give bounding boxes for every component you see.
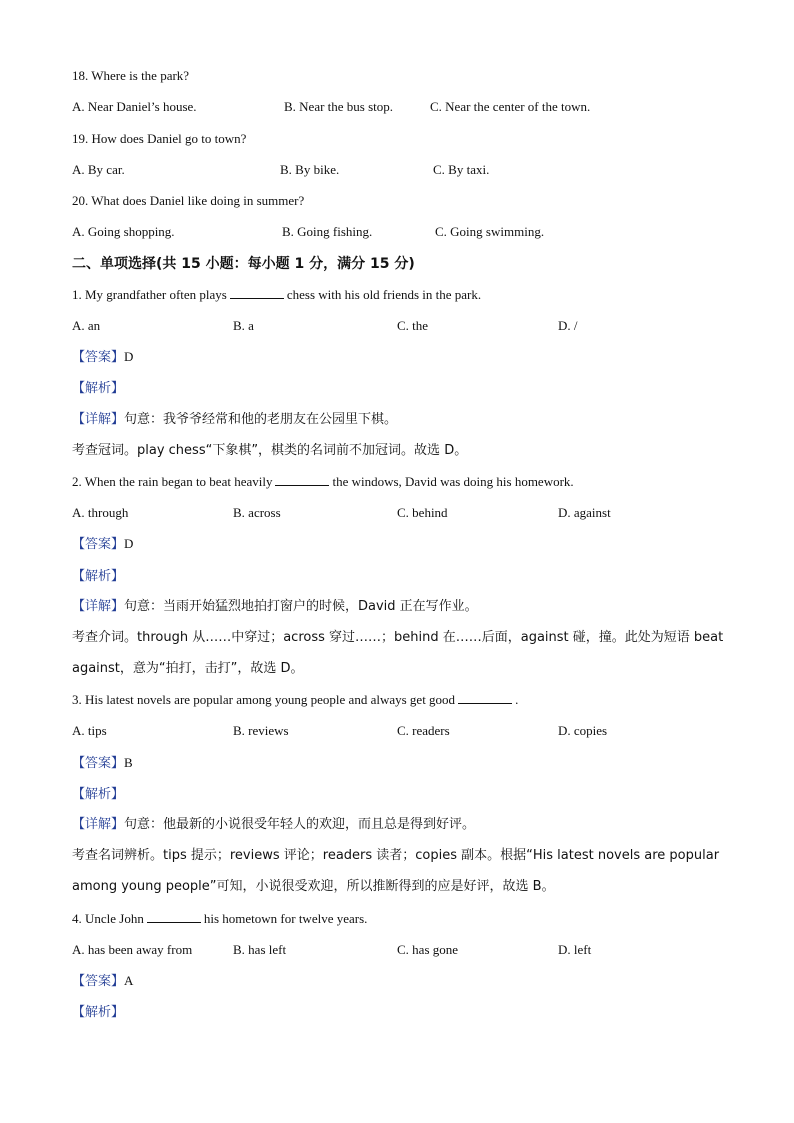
item-4-blank — [147, 910, 201, 923]
answer-label: 【答案】 — [72, 350, 125, 365]
item-3-answer-value: B — [124, 755, 133, 770]
detail-label: 【详解】 — [72, 817, 125, 832]
item-2-detail — [72, 598, 734, 616]
item-2-detail-text: 句意：当雨开始猛烈地拍打窗户的时候，David 正在写作业。 — [124, 599, 478, 614]
item-3-question — [72, 691, 734, 709]
item-1-question — [72, 286, 734, 304]
item-2-option-b: B. across — [233, 505, 281, 520]
item-2-answer — [72, 535, 734, 554]
question-19: 19. How does Daniel go to town? — [72, 131, 247, 146]
item-1-analysis — [72, 379, 734, 398]
item-3-analysis — [72, 785, 734, 804]
item-4-text-before: 4. Uncle John — [72, 911, 144, 926]
item-1-answer — [72, 348, 734, 367]
question-18: 18. Where is the park? — [72, 68, 190, 83]
analysis-label: 【解析】 — [72, 381, 125, 396]
item-1-explain: 考查冠词。play chess“下象棋”，棋类的名词前不加冠词。故选 D。 — [72, 443, 468, 458]
item-4-analysis — [72, 1003, 734, 1022]
item-1-text-before: 1. My grandfather often plays — [72, 287, 227, 302]
item-3-blank — [458, 691, 512, 704]
item-4-text-after: his hometown for twelve years. — [203, 911, 368, 926]
item-1-option-d: D. / — [558, 318, 578, 333]
q18-option-a: A. Near Daniel’s house. — [72, 99, 197, 114]
item-3-option-d: D. copies — [558, 723, 608, 738]
item-4-option-c: C. has gone — [397, 942, 459, 957]
section-title: 二、单项选择(共 15 小题：每小题 1 分，满分 15 分) — [72, 256, 415, 272]
item-3-option-a: A. tips — [72, 723, 107, 738]
item-4-option-b: B. has left — [233, 942, 287, 957]
answer-label: 【答案】 — [72, 974, 125, 989]
item-2-text-after: the windows, David was doing his homework. — [332, 474, 574, 489]
item-3-option-b: B. reviews — [233, 723, 289, 738]
item-2-option-d: D. against — [558, 505, 611, 520]
item-1-option-b: B. a — [233, 318, 254, 333]
item-4-question — [72, 910, 734, 928]
item-1-text-after: chess with his old friends in the park. — [286, 287, 482, 302]
item-3-text-after: . — [515, 692, 519, 707]
item-4-option-a: A. has been away from — [72, 942, 193, 957]
q18-option-c: C. Near the center of the town. — [430, 99, 591, 114]
q18-option-b: B. Near the bus stop. — [284, 99, 394, 114]
answer-label: 【答案】 — [72, 756, 125, 771]
item-2-option-a: A. through — [72, 505, 129, 520]
analysis-label: 【解析】 — [72, 787, 125, 802]
item-3-detail-text: 句意：他最新的小说很受年轻人的欢迎，而且总是得到好评。 — [124, 817, 476, 832]
item-2-answer-value: D — [124, 536, 134, 551]
item-1-detail — [72, 411, 734, 429]
q19-option-b: B. By bike. — [280, 162, 340, 177]
question-20: 20. What does Daniel like doing in summer? — [72, 193, 305, 208]
item-1-detail-text: 句意：我爷爷经常和他的老朋友在公园里下棋。 — [124, 412, 398, 427]
item-2-question — [72, 473, 734, 491]
item-2-analysis — [72, 567, 734, 586]
item-3-explain-2: among young people”可知，小说很受欢迎，所以推断得到的应是好评，故选 B。 — [72, 879, 555, 894]
q20-option-b: B. Going fishing. — [282, 224, 373, 239]
item-2-option-c: C. behind — [397, 505, 448, 520]
item-4-answer-value: A — [124, 973, 134, 988]
q20-option-a: A. Going shopping. — [72, 224, 175, 239]
item-4-option-d: D. left — [558, 942, 592, 957]
analysis-label: 【解析】 — [72, 569, 125, 584]
item-3-detail — [72, 816, 734, 834]
item-1-blank — [230, 286, 284, 299]
item-3-explain-1: 考查名词辨析。tips 提示；reviews 评论；readers 读者；copies 副本。根据“His latest novels are popular — [72, 848, 720, 863]
detail-label: 【详解】 — [72, 412, 125, 427]
detail-label: 【详解】 — [72, 599, 125, 614]
analysis-label: 【解析】 — [72, 1005, 125, 1020]
answer-label: 【答案】 — [72, 537, 125, 552]
item-2-text-before: 2. When the rain began to beat heavily — [72, 474, 273, 489]
item-2-blank — [275, 473, 329, 486]
item-1-answer-value: D — [124, 349, 134, 364]
item-4-answer — [72, 972, 734, 991]
item-3-option-c: C. readers — [397, 723, 450, 738]
item-1-option-c: C. the — [397, 318, 429, 333]
item-2-explain-1: 考查介词。through 从……中穿过；across 穿过……；behind 在……后面，against 碰，撞。此处为短语 beat — [72, 630, 724, 645]
item-1-option-a: A. an — [72, 318, 101, 333]
q19-option-a: A. By car. — [72, 162, 125, 177]
item-3-text-before: 3. His latest novels are popular among young people and always get good — [72, 692, 456, 707]
q20-option-c: C. Going swimming. — [435, 224, 545, 239]
item-2-explain-2: against，意为“拍打，击打”，故选 D。 — [72, 661, 304, 676]
item-3-answer — [72, 754, 734, 773]
q19-option-c: C. By taxi. — [433, 162, 490, 177]
